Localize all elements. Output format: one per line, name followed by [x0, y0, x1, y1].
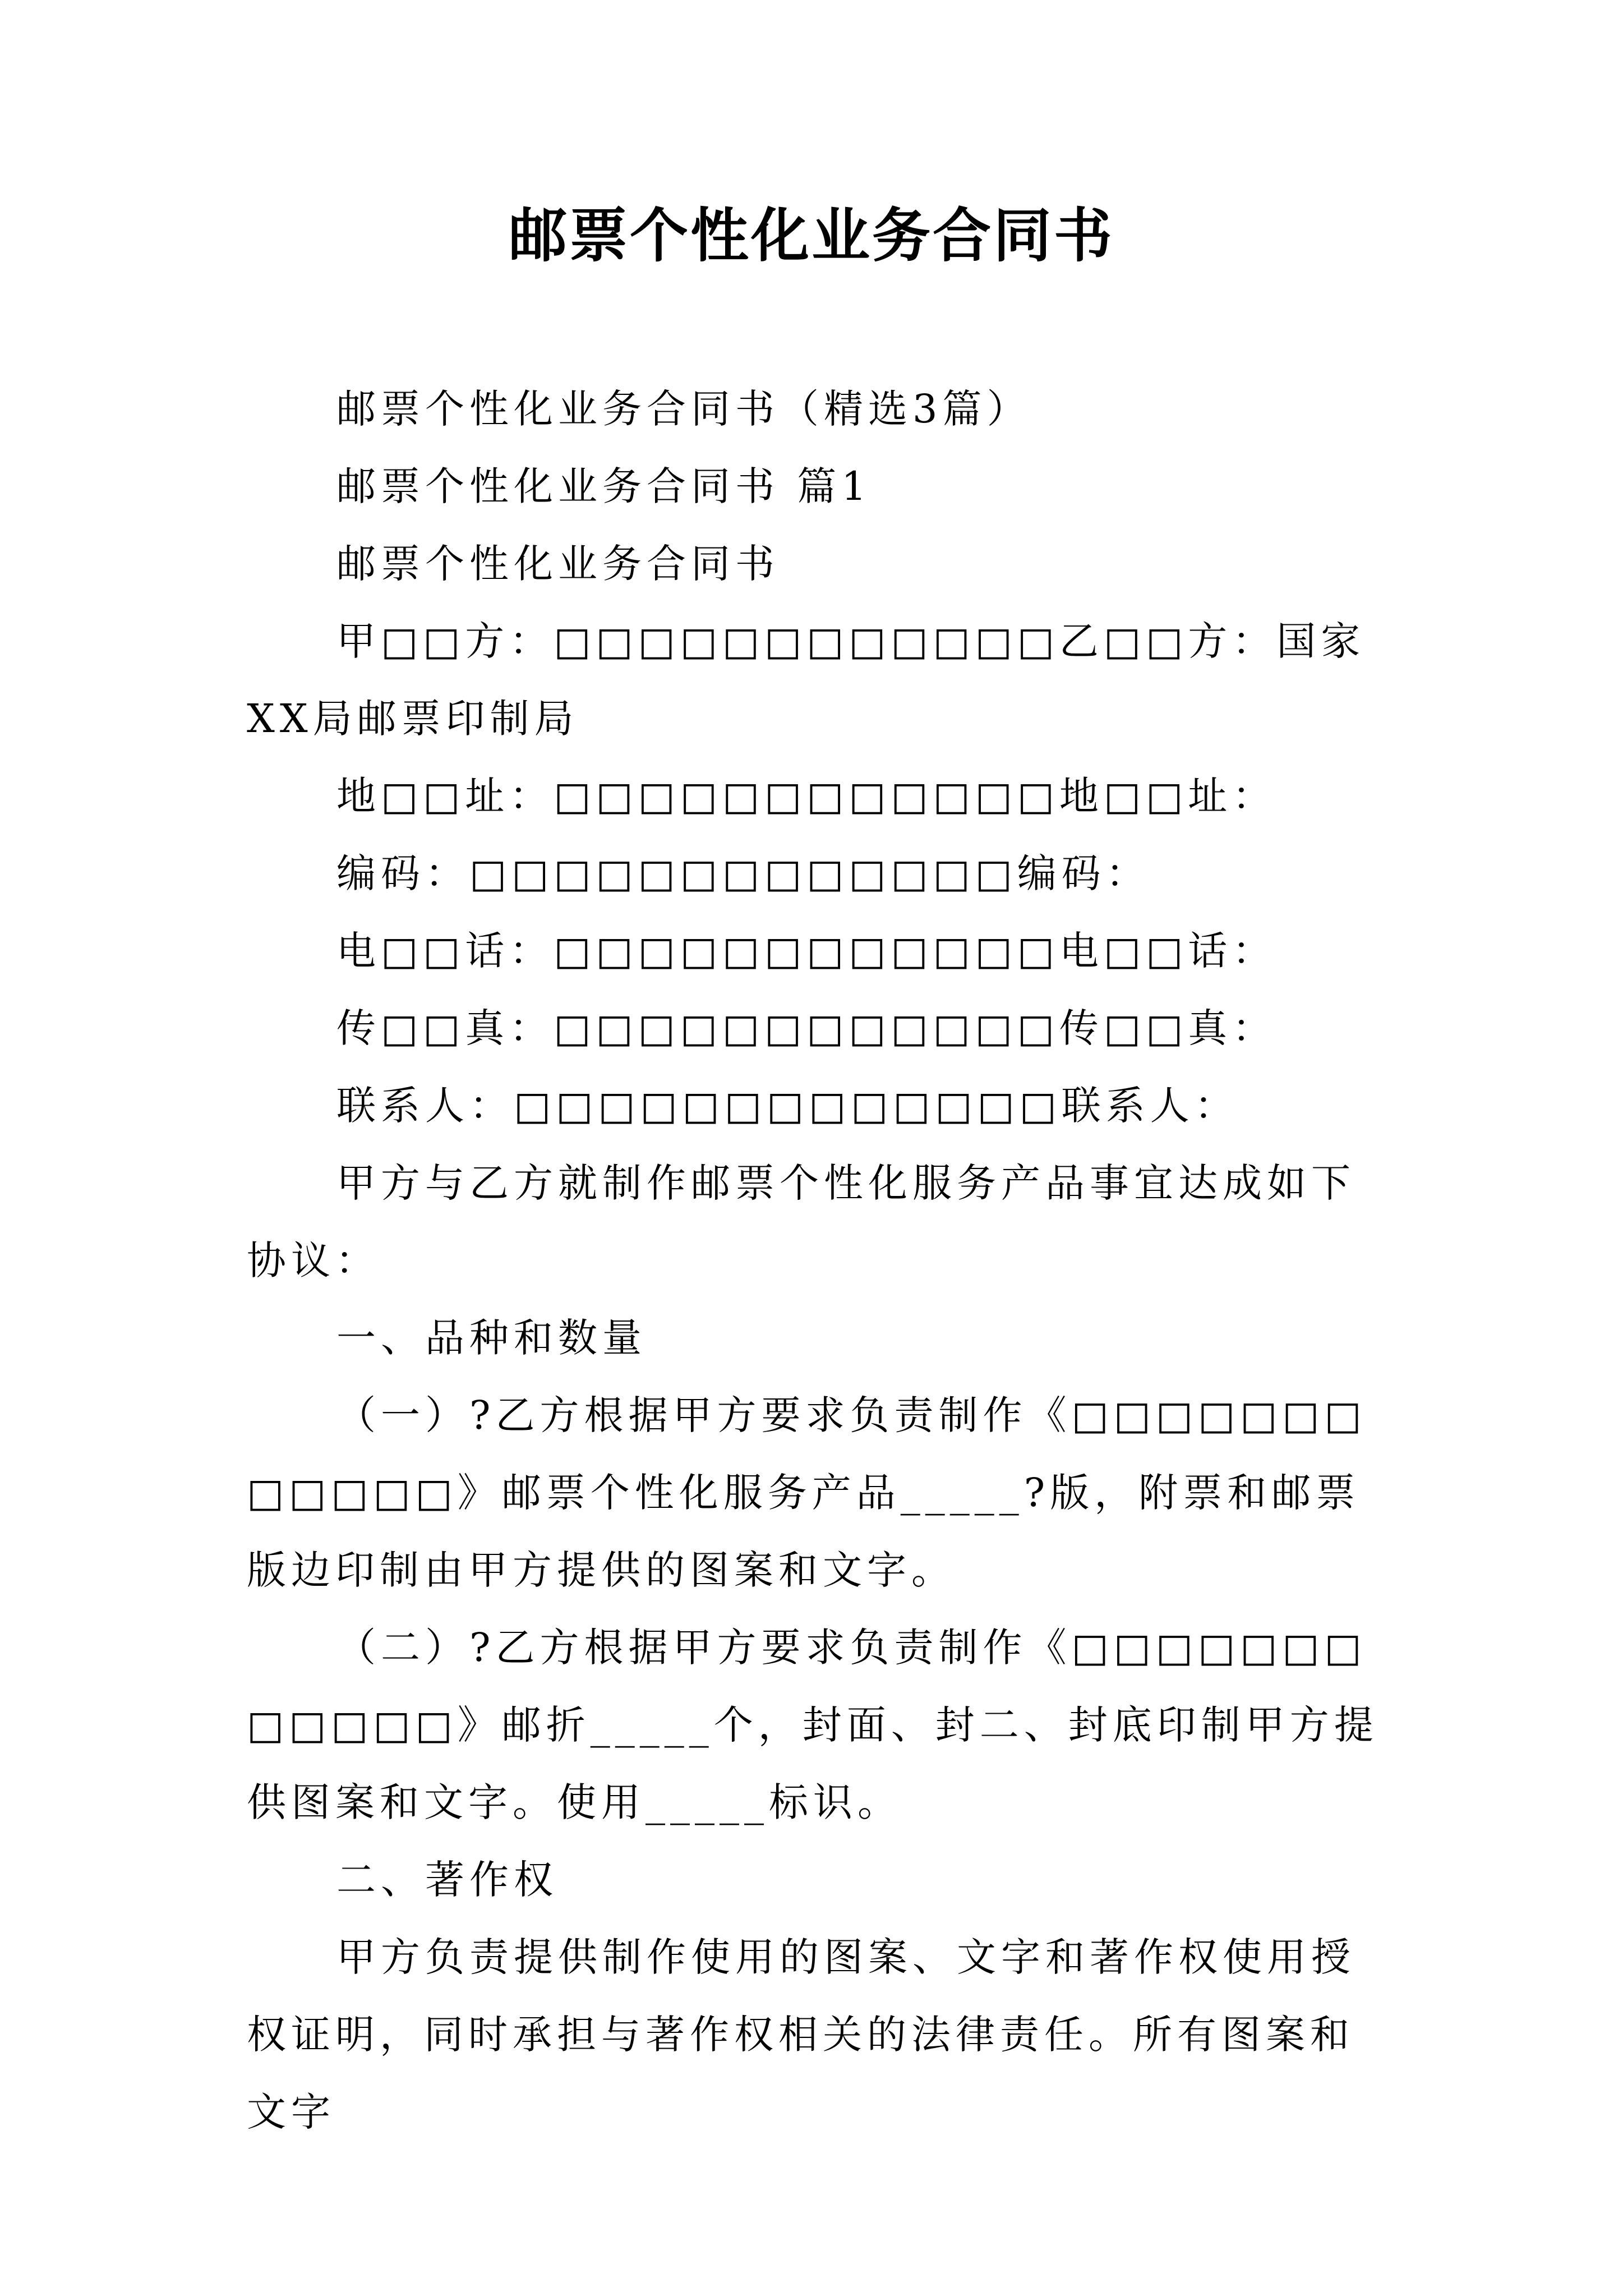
paragraph-phone: 电□□话：□□□□□□□□□□□□电□□话：: [336, 928, 1277, 974]
paragraph-section-heading: 邮票个性化业务合同书 篇1: [336, 463, 872, 509]
paragraph-contract-name: 邮票个性化业务合同书: [336, 541, 780, 587]
paragraph-heading-copyright: 二、著作权: [336, 1857, 558, 1903]
paragraph-party-names: 甲□□方：□□□□□□□□□□□□乙□□方：国家XX局邮票印制局: [247, 618, 1366, 742]
paragraph-contact: 联系人：□□□□□□□□□□□□□联系人：: [336, 1083, 1239, 1129]
document-body: [247, 370, 1385, 2151]
paragraph-clause-1: （一）?乙方根据甲方要求负责制作《□□□□□□□□□□□□》邮票个性化服务产品_____?版，附票和邮票版边印制由甲方提供的图案和文字。: [247, 1392, 1367, 1593]
paragraph-subtitle: 邮票个性化业务合同书（精选3篇）: [336, 386, 1031, 432]
paragraph-agreement-intro: 甲方与乙方就制作邮票个性化服务产品事宜达成如下协议：: [247, 1160, 1355, 1283]
paragraph-copyright-text: 甲方负责提供制作使用的图案、文字和著作权使用授权证明，同时承担与著作权相关的法律责任。所有图案和文字: [247, 1934, 1355, 2135]
paragraph-heading-variety: 一、品种和数量: [336, 1315, 647, 1361]
paragraph-clause-2: （二）?乙方根据甲方要求负责制作《□□□□□□□□□□□□》邮折_____个，封面、封二、封底印制甲方提供图案和文字。使用_____标识。: [247, 1625, 1378, 1825]
paragraph-address: 地□□址：□□□□□□□□□□□□地□□址：: [336, 773, 1277, 819]
paragraph-postcode: 编码：□□□□□□□□□□□□□编码：: [336, 850, 1150, 896]
document-title: 邮票个性化业务合同书: [508, 201, 1114, 270]
paragraph-fax: 传□□真：□□□□□□□□□□□□传□□真：: [336, 1005, 1277, 1051]
